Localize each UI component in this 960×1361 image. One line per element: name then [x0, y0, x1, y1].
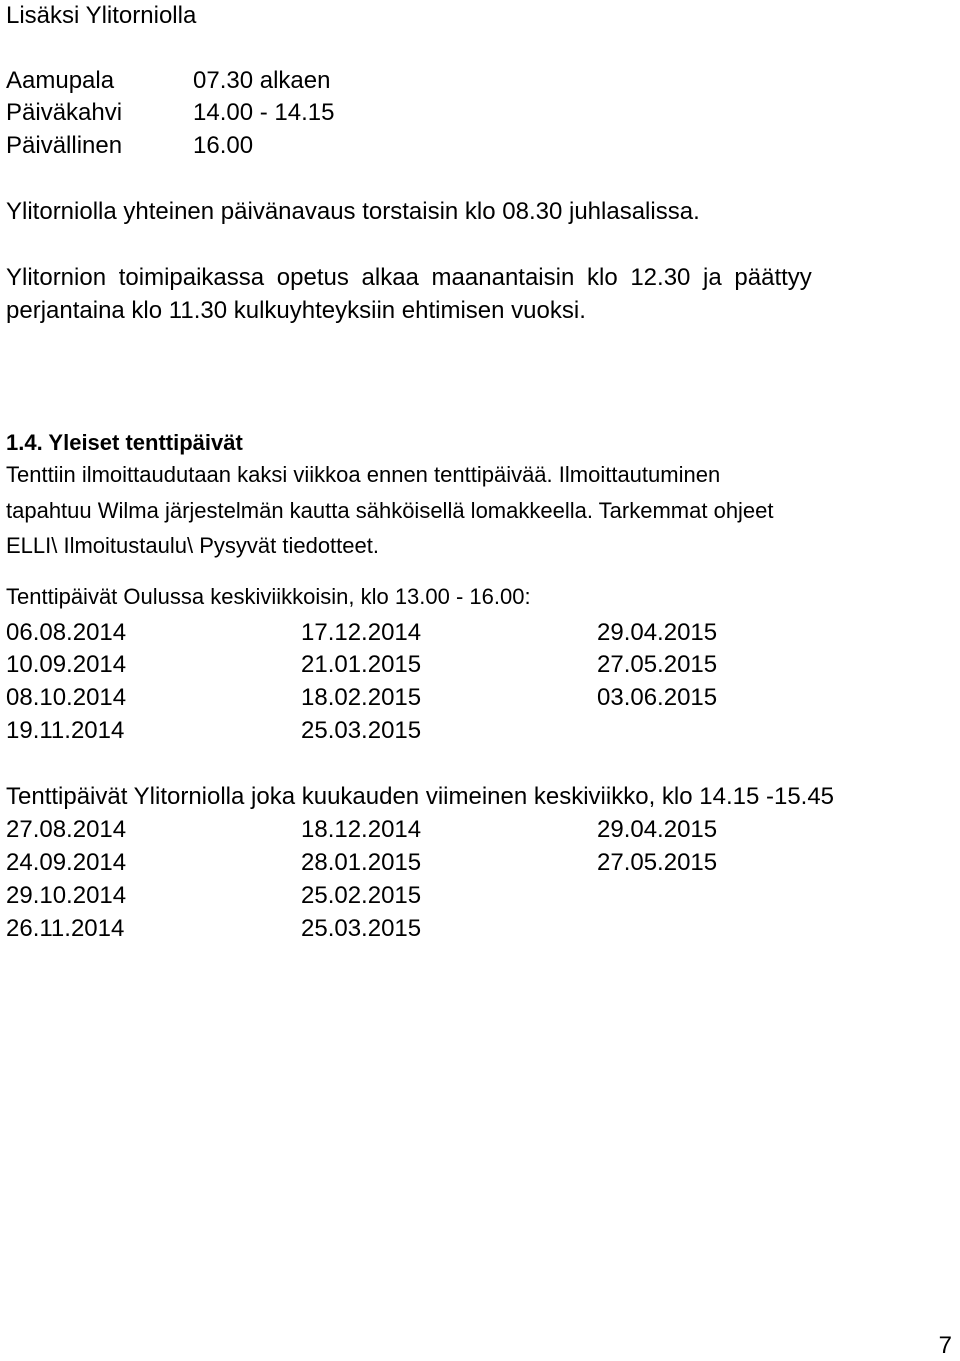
oulu-heading: Tenttipäivät Oulussa keskiviikkoisin, klo 13.00 - 16.00: — [6, 584, 531, 609]
date-cell: 10.09.2014 — [6, 651, 127, 678]
date-cell: 21.01.2015 — [301, 651, 422, 678]
date-cell: 18.12.2014 — [301, 816, 422, 843]
meal-time: 16.00 — [193, 132, 254, 159]
meal-time: 14.00 - 14.15 — [193, 99, 335, 126]
section-title: Yleiset tenttipäivät — [48, 430, 243, 455]
date-cell: 08.10.2014 — [6, 684, 127, 711]
date-cell: 27.05.2015 — [597, 849, 718, 876]
date-cell: 17.12.2014 — [301, 619, 422, 646]
date-cell: 26.11.2014 — [6, 915, 125, 942]
section-body-line: ELLI\ Ilmoitustaulu\ Pysyvät tiedotteet. — [6, 533, 379, 558]
paragraph-schedule-line2: perjantaina klo 11.30 kulkuyhteyksiin ehtimisen vuoksi. — [6, 297, 586, 324]
paragraph-opening: Ylitorniolla yhteinen päivänavaus torstaisin klo 08.30 juhlasalissa. — [6, 198, 700, 225]
section-body-line: Tenttiin ilmoittaudutaan kaksi viikkoa ennen tenttipäivää. Ilmoittautuminen — [6, 462, 721, 487]
section-number: 1.4. — [6, 430, 43, 455]
date-cell: 25.02.2015 — [301, 882, 422, 909]
date-cell: 25.03.2015 — [301, 717, 422, 744]
section-body-line: tapahtuu Wilma järjestelmän kautta sähköisellä lomakkeella. Tarkemmat ohjeet — [6, 498, 774, 523]
meal-label: Päiväkahvi — [6, 99, 123, 126]
date-cell: 29.04.2015 — [597, 619, 718, 646]
date-cell: 03.06.2015 — [597, 684, 718, 711]
date-cell: 27.05.2015 — [597, 651, 718, 678]
date-cell: 29.04.2015 — [597, 816, 718, 843]
page-number: 7 — [938, 1332, 952, 1359]
date-cell: 24.09.2014 — [6, 849, 127, 876]
paragraph-schedule-line1: Ylitornion toimipaikassa opetus alkaa maanantaisin klo 12.30 ja päättyy — [6, 264, 812, 291]
date-cell: 06.08.2014 — [6, 619, 127, 646]
date-cell: 28.01.2015 — [301, 849, 422, 876]
date-cell: 19.11.2014 — [6, 717, 125, 744]
date-cell: 27.08.2014 — [6, 816, 127, 843]
date-cell: 18.02.2015 — [301, 684, 422, 711]
meal-label: Päivällinen — [6, 132, 123, 159]
lisaksi-title: Lisäksi Ylitorniolla — [6, 2, 197, 29]
date-cell: 25.03.2015 — [301, 915, 422, 942]
meal-label: Aamupala — [6, 67, 115, 94]
ylitornio-heading: Tenttipäivät Ylitorniolla joka kuukauden viimeinen keskiviikko, klo 14.15 -15.45 — [6, 783, 835, 810]
meal-time: 07.30 alkaen — [193, 67, 331, 94]
section-heading — [6, 432, 243, 454]
date-cell: 29.10.2014 — [6, 882, 127, 909]
